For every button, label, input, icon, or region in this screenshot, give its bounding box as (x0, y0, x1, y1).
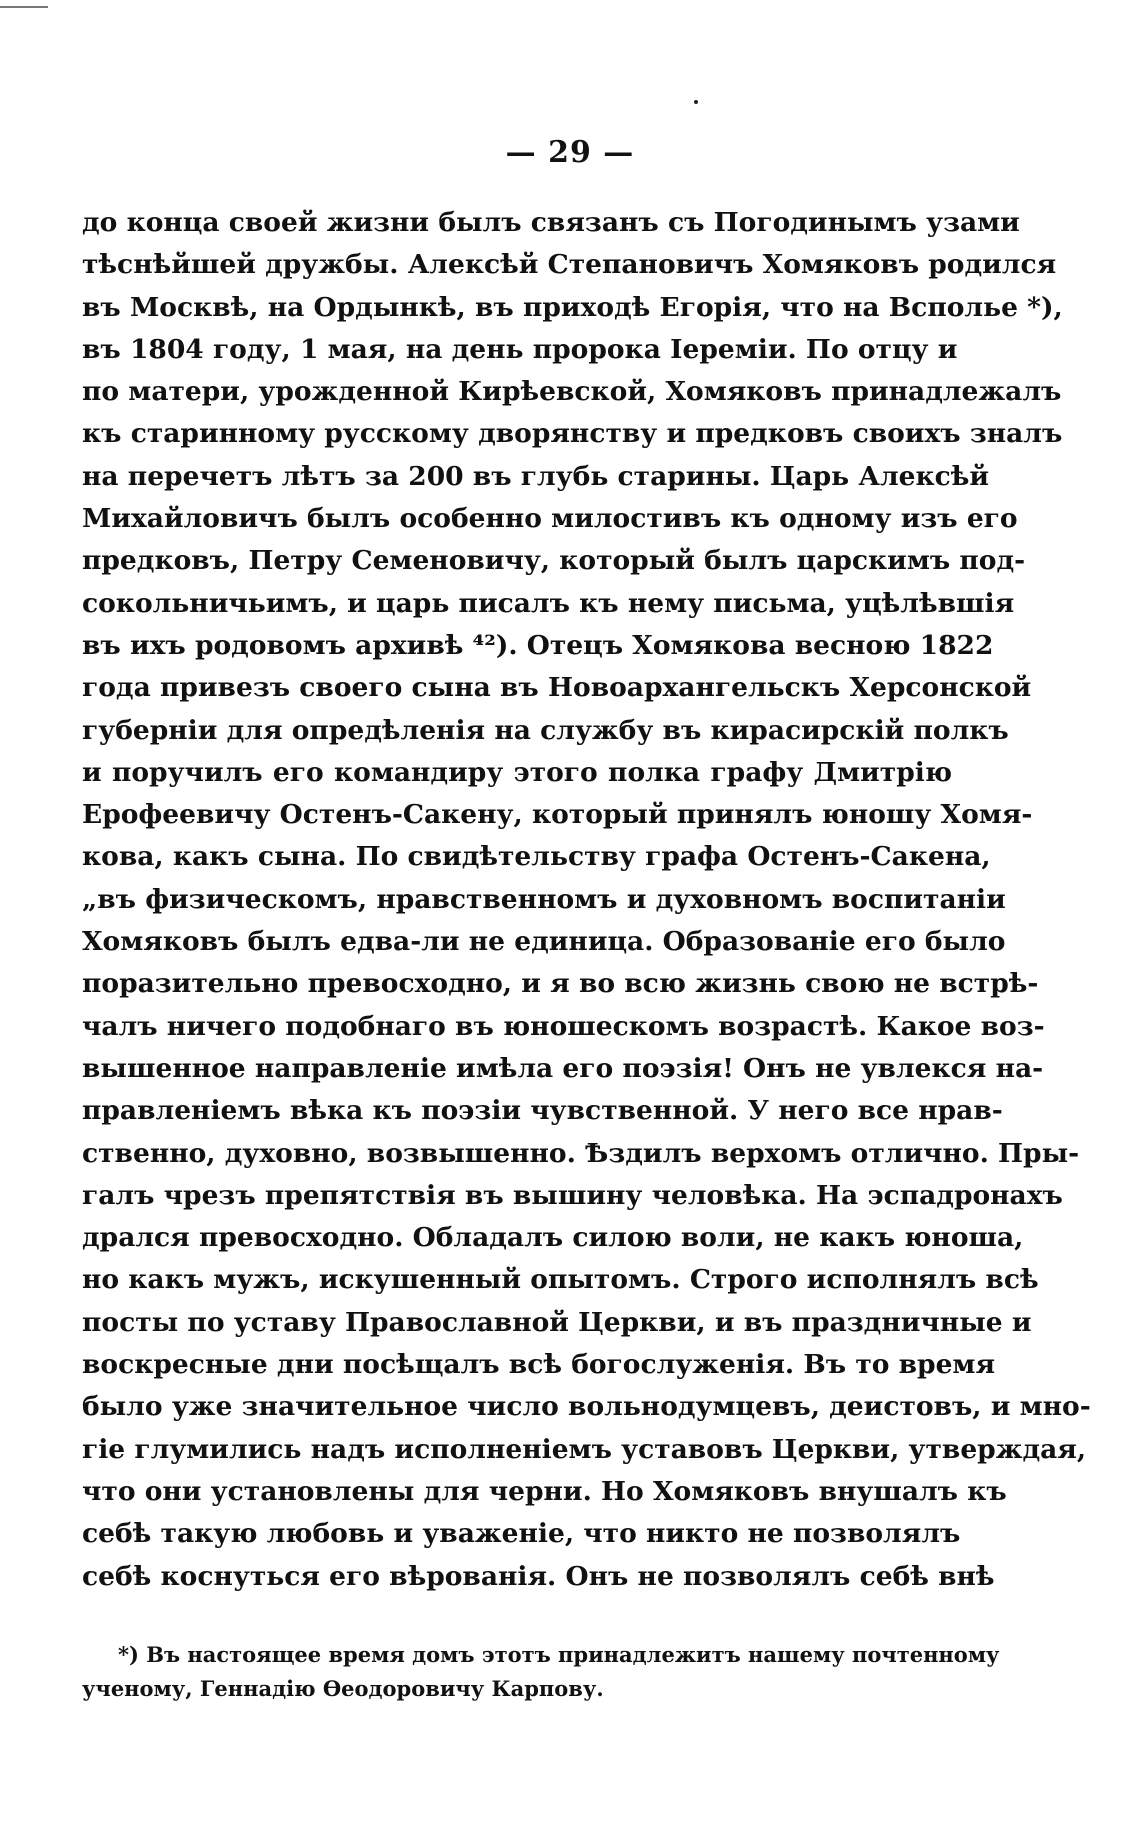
text-line: было уже значительное число вольнодумцевъ, деистовъ, и мно- (82, 1391, 1091, 1423)
text-line: до конца своей жизни былъ связанъ съ Погодинымъ узами (82, 207, 1020, 238)
text-line: губерніи для опредѣленія на службу въ кирасирскій полкъ (82, 714, 1009, 746)
page-number: — 29 — (505, 135, 635, 170)
footnote-line: *) Въ настоящее время домъ этотъ принадлежитъ нашему почтенному (118, 1642, 1000, 1667)
text-line: вышенное направленіе имѣла его поэзія! Онъ не увлекся на- (82, 1052, 1044, 1084)
footnote-line: ученому, Геннадію Ѳеодоровичу Карпову. (82, 1676, 604, 1701)
text-line: дрался превосходно. Обладалъ силою воли, не какъ юноша, (82, 1222, 1024, 1254)
text-line: по матери, урожденной Кирѣевской, Хомяковъ принадлежалъ (82, 376, 1062, 408)
text-line: поразительно превосходно, и я во всю жизнь свою не встрѣ- (82, 968, 1039, 1000)
text-line: посты по уставу Православной Церкви, и въ праздничные и (82, 1306, 1032, 1338)
text-line: тѣснѣйшей дружбы. Алексѣй Степановичъ Хомяковъ родился (82, 249, 1057, 281)
footnote (82, 1638, 1000, 1706)
text-line: въ 1804 году, 1 мая, на день пророка Іереміи. По отцу и (82, 333, 958, 365)
text-line: но какъ мужъ, искушенный опытомъ. Строго исполнялъ всѣ (82, 1264, 1039, 1296)
text-line: къ старинному русскому дворянству и предковъ своихъ зналъ (82, 418, 1063, 450)
text-line: и поручилъ его командиру этого полка графу Дмитрію (82, 756, 952, 788)
text-line: правленіемъ вѣка къ поэзіи чувственной. У него все нрав- (82, 1095, 1003, 1127)
text-line: въ Москвѣ, на Ордынкѣ, въ приходѣ Егорія, что на Всполье *), (82, 291, 1063, 323)
text-line: Хомяковъ былъ едва-ли не единица. Образованіе его было (82, 926, 1006, 958)
text-line: сокольничьимъ, и царь писалъ къ нему письма, уцѣлѣвшія (82, 587, 1015, 619)
text-line: Ерофеевичу Остенъ-Сакену, который принялъ юношу Хомя- (82, 799, 1033, 831)
text-line: Михайловичъ былъ особенно милостивъ къ одному изъ его (82, 503, 1018, 535)
text-line: себѣ такую любовь и уваженіе, что никто не позволялъ (82, 1518, 961, 1550)
text-line: воскресные дни посѣщалъ всѣ богослуженія. Въ то время (82, 1349, 996, 1381)
text-line: гіе глумились надъ исполненіемъ уставовъ Церкви, утверждая, (82, 1433, 1087, 1465)
text-line: предковъ, Петру Семеновичу, который былъ царскимъ под- (82, 545, 1026, 577)
text-line: въ ихъ родовомъ архивѣ ⁴²). Отецъ Хомякова весною 1822 (82, 629, 994, 661)
text-line: на перечетъ лѣтъ за 200 въ глубь старины. Царь Алексѣй (82, 460, 990, 492)
corner-rule (0, 6, 48, 8)
body-text (82, 202, 1091, 1598)
text-line: „въ физическомъ, нравственномъ и духовномъ воспитаніи (82, 883, 1006, 915)
text-line: кова, какъ сына. По свидѣтельству графа Остенъ-Сакена, (82, 841, 991, 873)
text-line: себѣ коснуться его вѣрованія. Онъ не позволялъ себѣ внѣ (82, 1560, 995, 1592)
text-line: ственно, духовно, возвышенно. Ѣздилъ верхомъ отлично. Пры- (82, 1137, 1080, 1169)
ink-speck (694, 100, 698, 104)
text-line: что они установлены для черни. Но Хомяковъ внушалъ къ (82, 1475, 1007, 1507)
text-line: галъ чрезъ препятствія въ вышину человѣка. На эспадронахъ (82, 1179, 1063, 1211)
text-line: чалъ ничего подобнаго въ юношескомъ возрастѣ. Какое воз- (82, 1010, 1045, 1042)
text-line: года привезъ своего сына въ Новоархангельскъ Херсонской (82, 672, 1032, 704)
